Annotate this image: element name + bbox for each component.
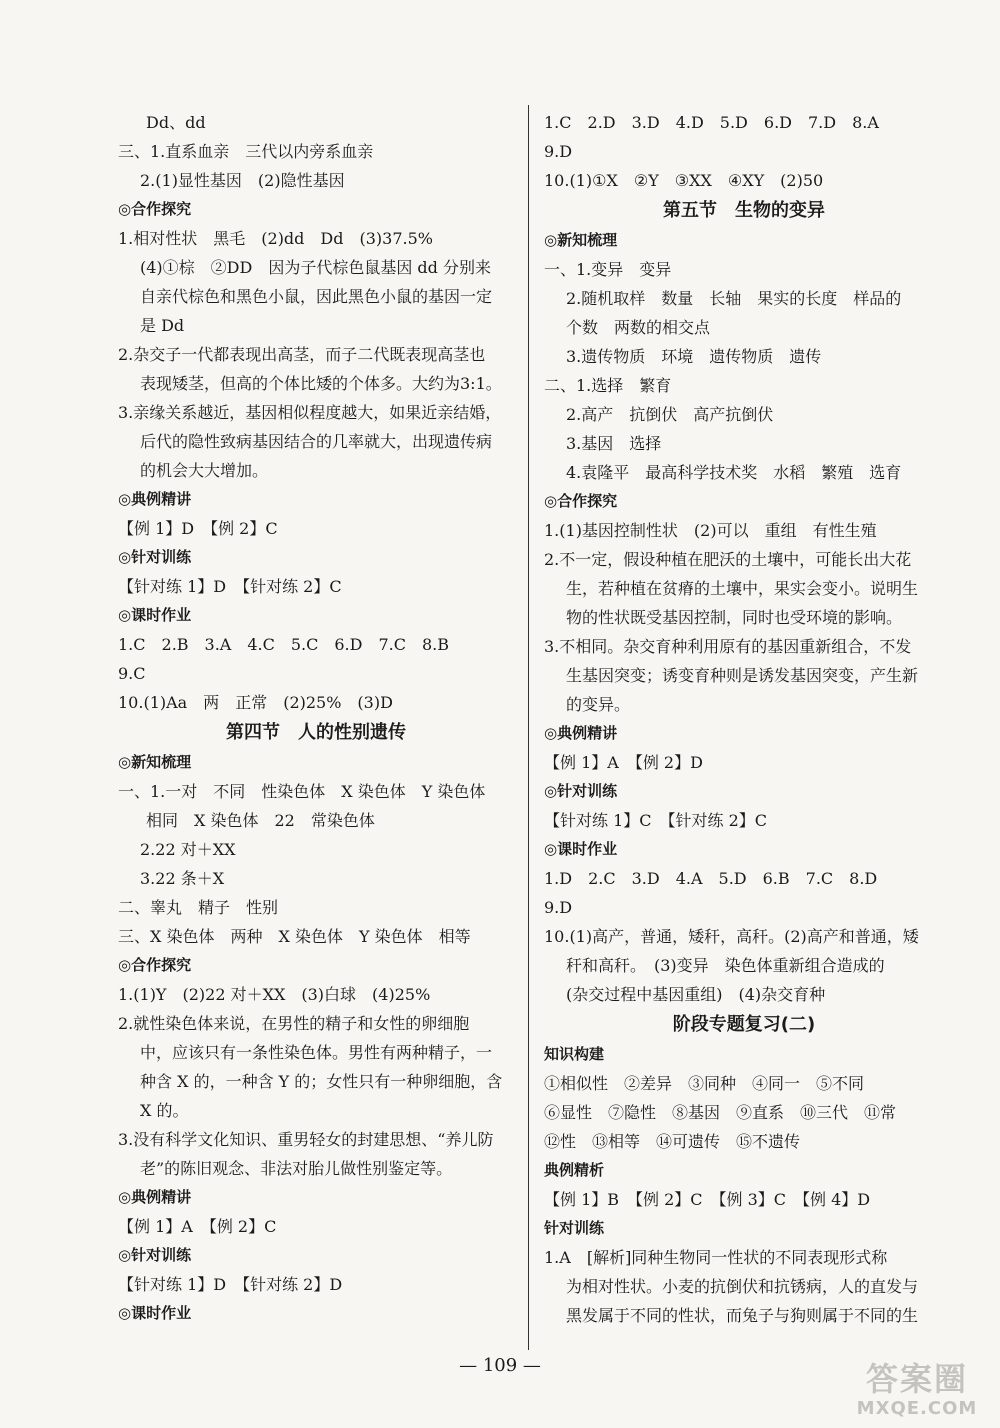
text-line: 2.22 对＋XX: [140, 840, 236, 859]
text-line: 【针对练 1】D 【针对练 2】C: [118, 577, 342, 596]
text-line: (4)①棕 ②DD 因为子代棕色鼠基因 dd 分别来: [140, 258, 491, 277]
text-line: (杂交过程中基因重组) (4)杂交育种: [566, 985, 826, 1004]
subsection-heading: ◎课时作业: [118, 1304, 192, 1322]
subsection-heading: 针对训练: [544, 1219, 605, 1237]
text-line: 个数 两数的相交点: [566, 318, 711, 337]
text-line: 的机会大大增加。: [140, 461, 269, 480]
text-line: 3.基因 选择: [566, 434, 662, 453]
text-line: 2.随机取样 数量 长轴 果实的长度 样品的: [566, 289, 902, 308]
text-line: 一、1.一对 不同 性染色体 X 染色体 Y 染色体: [118, 782, 486, 801]
text-line: 【针对练 1】D 【针对练 2】D: [118, 1275, 343, 1294]
text-line: 4.袁隆平 最高科学技术奖 水稻 繁殖 选育: [566, 463, 902, 482]
text-line: 【针对练 1】C 【针对练 2】C: [544, 811, 768, 830]
text-line: 【例 1】A 【例 2】D: [544, 753, 703, 772]
text-line: ①相似性 ②差异 ③同种 ④同一 ⑤不同: [544, 1074, 865, 1093]
text-line: 表现矮茎，但高的个体比矮的个体多。大约为3:1。: [140, 374, 502, 393]
text-line: 1.A [解析]同种生物同一性状的不同表现形式称: [544, 1248, 888, 1267]
watermark-url: MXQE.COM: [856, 1398, 978, 1419]
text-line: 老”的陈旧观念、非法对胎儿做性别鉴定等。: [140, 1159, 453, 1178]
text-line: 生基因突变；诱变育种则是诱发基因突变，产生新: [566, 666, 919, 685]
text-line: 自亲代棕色和黑色小鼠，因此黑色小鼠的基因一定: [140, 287, 493, 306]
section-title: 第五节 生物的变异: [663, 200, 825, 221]
text-line: 1.C 2.B 3.A 4.C 5.C 6.D 7.C 8.B: [118, 635, 449, 654]
subsection-heading: 知识构建: [544, 1045, 605, 1063]
text-line: Dd、dd: [146, 113, 206, 132]
text-line: 是 Dd: [140, 316, 185, 335]
text-line: 1.相对性状 黑毛 (2)dd Dd (3)37.5%: [118, 229, 433, 248]
text-line: 相同 X 染色体 22 常染色体: [146, 811, 375, 830]
text-line: 生，若种植在贫瘠的土壤中，果实会变小。说明生: [566, 579, 919, 598]
text-line: 2.不一定，假设种植在肥沃的土壤中，可能长出大花: [544, 550, 912, 569]
text-line: 秆和高秆。 (3)变异 染色体重新组合造成的: [566, 956, 885, 975]
text-line: 三、1.直系血亲 三代以内旁系血亲: [118, 142, 374, 161]
subsection-heading: ◎针对训练: [544, 782, 618, 800]
text-line: 3.亲缘关系越近，基因相似程度越大，如果近亲结婚，: [118, 403, 502, 422]
column-divider: [528, 105, 529, 1350]
subsection-heading: ◎针对训练: [118, 548, 192, 566]
text-line: 1.D 2.C 3.D 4.A 5.D 6.B 7.C 8.D: [544, 869, 878, 888]
text-line: 黑发属于不同的性状，而兔子与狗则属于不同的生: [566, 1306, 919, 1325]
text-line: 3.遗传物质 环境 遗传物质 遗传: [566, 347, 822, 366]
text-line: ⑫性 ⑬相等 ⑭可遗传 ⑮不遗传: [544, 1132, 801, 1151]
text-line: 种含 X 的，一种含 Y 的；女性只有一种卵细胞，含: [140, 1072, 503, 1091]
text-line: 3.没有科学文化知识、重男轻女的封建思想、“养儿防: [118, 1130, 494, 1149]
subsection-heading: ◎典例精讲: [118, 1188, 192, 1206]
subsection-heading: 典例精析: [544, 1161, 605, 1179]
text-line: 1.(1)基因控制性状 (2)可以 重组 有性生殖: [544, 521, 877, 540]
text-line: 为相对性状。小麦的抗倒伏和抗锈病，人的直发与: [566, 1277, 919, 1296]
subsection-heading: ◎新知梳理: [118, 753, 192, 771]
subsection-heading: ◎合作探究: [544, 492, 618, 510]
text-line: 2.就性染色体来说，在男性的精子和女性的卵细胞: [118, 1014, 470, 1033]
subsection-heading: ◎合作探究: [118, 200, 192, 218]
text-line: 二、1.选择 繁育: [544, 376, 672, 395]
right-column: [544, 108, 944, 1330]
subsection-heading: ◎合作探究: [118, 956, 192, 974]
text-line: 3.22 条＋X: [140, 869, 225, 888]
text-line: X 的。: [140, 1101, 189, 1120]
left-column: [118, 108, 514, 1328]
text-line: 3.不相同。杂交育种利用原有的基因重新组合，不发: [544, 637, 912, 656]
text-line: 三、X 染色体 两种 X 染色体 Y 染色体 相等: [118, 927, 471, 946]
watermark-text: 答案圈: [865, 1360, 968, 1398]
subsection-heading: ◎新知梳理: [544, 231, 618, 249]
text-line: 一、1.变异 变异: [544, 260, 672, 279]
page-number: — 109 —: [459, 1355, 541, 1376]
section-title: 第四节 人的性别遗传: [226, 722, 406, 743]
text-line: 【例 1】D 【例 2】C: [118, 519, 278, 538]
text-line: 9.D: [544, 898, 573, 917]
subsection-heading: ◎课时作业: [118, 606, 192, 624]
text-line: 10.(1)Aa 两 正常 (2)25% (3)D: [118, 693, 393, 712]
text-line: 后代的隐性致病基因结合的几率就大，出现遗传病: [140, 432, 493, 451]
text-line: 二、睾丸 精子 性别: [118, 898, 279, 917]
watermark-logo: [842, 1360, 992, 1422]
subsection-heading: ◎典例精讲: [544, 724, 618, 742]
text-line: 2.高产 抗倒伏 高产抗倒伏: [566, 405, 774, 424]
text-line: 9.C: [118, 664, 146, 683]
text-line: 2.(1)显性基因 (2)隐性基因: [140, 171, 345, 190]
text-line: 10.(1)高产，普通，矮秆，高秆。(2)高产和普通，矮: [544, 927, 919, 946]
text-line: 【例 1】A 【例 2】C: [118, 1217, 277, 1236]
text-line: ⑥显性 ⑦隐性 ⑧基因 ⑨直系 ⑩三代 ⑪常: [544, 1103, 897, 1122]
subsection-heading: ◎典例精讲: [118, 490, 192, 508]
text-line: 9.D: [544, 142, 573, 161]
text-line: 10.(1)①X ②Y ③XX ④XY (2)50: [544, 171, 824, 190]
text-line: 【例 1】B 【例 2】C 【例 3】C 【例 4】D: [544, 1190, 871, 1209]
text-line: 1.(1)Y (2)22 对＋XX (3)白球 (4)25%: [118, 985, 431, 1004]
text-line: 1.C 2.D 3.D 4.D 5.D 6.D 7.D 8.A: [544, 113, 879, 132]
text-line: 的变异。: [566, 695, 631, 714]
text-line: 物的性状既受基因控制，同时也受环境的影响。: [566, 608, 903, 627]
section-title: 阶段专题复习(二): [672, 1014, 816, 1035]
subsection-heading: ◎针对训练: [118, 1246, 192, 1264]
text-line: 中，应该只有一条性染色体。男性有两种精子，一: [140, 1043, 493, 1062]
text-line: 2.杂交子一代都表现出高茎，而子二代既表现高茎也: [118, 345, 486, 364]
subsection-heading: ◎课时作业: [544, 840, 618, 858]
